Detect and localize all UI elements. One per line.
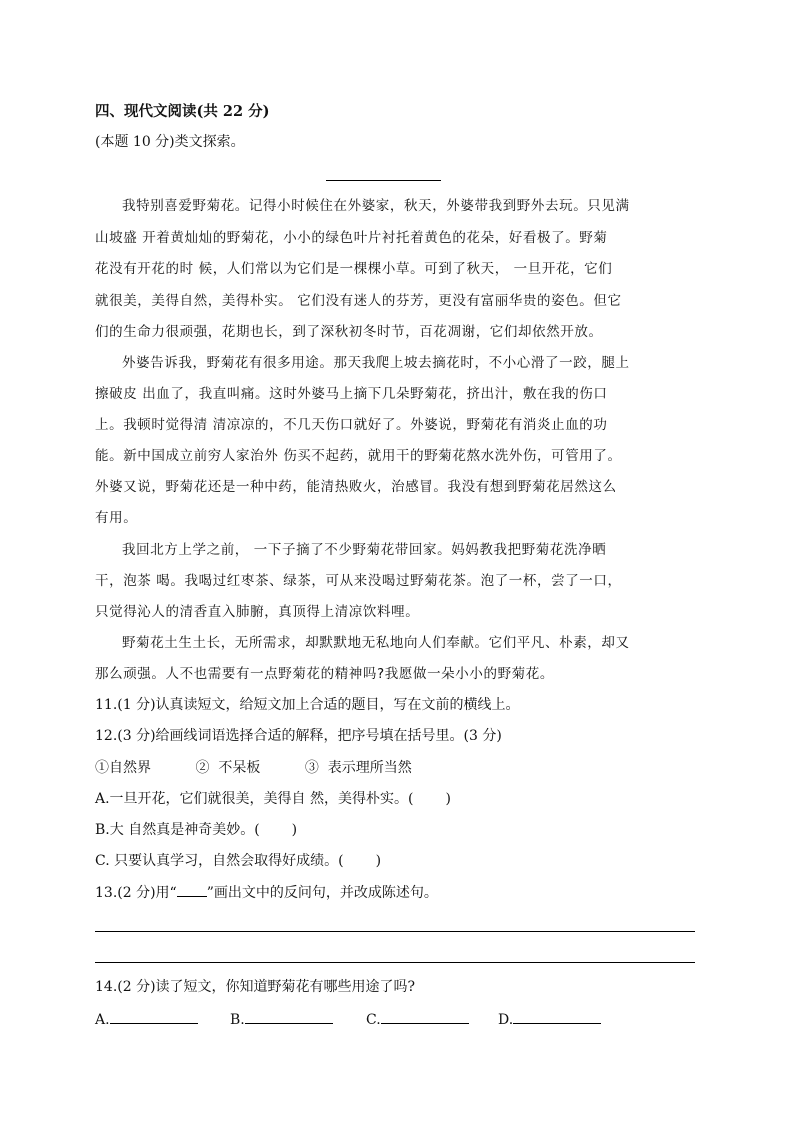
question-12: 12.(3 分)给画线词语选择合适的解释，把序号填在括号里。(3 分) bbox=[95, 728, 502, 744]
q14-option-d bbox=[498, 1009, 601, 1030]
passage-line: 上。我顿时觉得清 清凉凉的，不几天伤口就好了。外婆说，野菊花有消炎止血的功 bbox=[95, 417, 608, 433]
q14-option-label: C. bbox=[366, 1012, 381, 1028]
answer-line[interactable] bbox=[95, 931, 695, 932]
passage-line: 干，泡茶 喝。我喝过红枣茶、绿茶，可从来没喝过野菊花茶。泡了一杯，尝了一口， bbox=[95, 573, 622, 589]
passage-line: 我回北方上学之前， 一下子摘了不少野菊花带回家。妈妈教我把野菊花洗净晒 bbox=[122, 542, 607, 558]
question-12-c-text: C. 只要认真学习，自然会取得好成绩。( bbox=[95, 853, 344, 869]
close-paren: ) bbox=[445, 791, 451, 807]
passage-line: 能。新中国成立前穷人家治外 伤买不起药，就用干的野菊花熬水洗外伤，可管用了。 bbox=[95, 448, 622, 464]
q14-option-label: D. bbox=[498, 1012, 514, 1028]
q14-option-label: A. bbox=[95, 1012, 110, 1028]
question-12-b-text: B.大 自然真是神奇美妙。( bbox=[95, 822, 260, 838]
close-paren: ) bbox=[291, 822, 298, 838]
underline-sample bbox=[177, 883, 207, 897]
q14-option-a bbox=[95, 1009, 198, 1030]
passage-line: 擦破皮 出血了，我直叫痛。这时外婆马上摘下几朵野菊花，挤出汁，敷在我的伤口 bbox=[95, 386, 608, 402]
q14-option-label: B. bbox=[230, 1012, 245, 1028]
passage-line: 有用。 bbox=[95, 510, 138, 526]
question-13 bbox=[95, 883, 438, 903]
section-title: 四、现代文阅读(共 22 分) bbox=[95, 103, 270, 120]
answer-blank[interactable] bbox=[245, 1009, 333, 1024]
q14-option-c bbox=[366, 1009, 469, 1030]
question-13-post: ”画出文中的反问句，并改成陈述句。 bbox=[206, 885, 438, 901]
question-12-a bbox=[95, 789, 451, 809]
answer-blank[interactable] bbox=[513, 1009, 601, 1024]
answer-blank[interactable] bbox=[110, 1009, 198, 1024]
question-13-pre: 13.(2 分)用“ bbox=[95, 885, 177, 901]
question-12-options: ①自然界 ② 不呆板 ③ 表示理所当然 bbox=[95, 760, 412, 776]
question-11: 11.(1 分)认真读短文，给短文加上合适的题目，写在文前的横线上。 bbox=[95, 697, 520, 713]
passage-line: 外婆又说，野菊花还是一种中药，能清热败火，治感冒。我没有想到野菊花居然这么 bbox=[95, 479, 617, 495]
passage-line: 那么顽强。人不也需要有一点野菊花的精神吗?我愿做一朵小小的野菊花。 bbox=[95, 666, 554, 682]
section-intro: (本题 10 分)类文探索。 bbox=[95, 134, 245, 150]
question-14: 14.(2 分)读了短文，你知道野菊花有哪些用途了吗? bbox=[95, 979, 416, 995]
close-paren: ) bbox=[375, 853, 382, 869]
passage-line: 就很美，美得自然，美得朴实。 它们没有迷人的芬芳，更没有富丽华贵的姿色。但它 bbox=[95, 293, 622, 309]
question-12-b bbox=[95, 820, 297, 840]
passage-line: 山坡盛 开着黄灿灿的野菊花，小小的绿色叶片衬托着黄色的花朵，好看极了。野菊 bbox=[95, 230, 608, 246]
passage-line: 们的生命力很顽强，花期也长，到了深秋初冬时节，百花凋谢，它们却依然开放。 bbox=[95, 324, 603, 340]
question-12-c bbox=[95, 851, 381, 871]
question-12-a-text: A.一旦开花，它们就很美，美得自 然，美得朴实。( bbox=[95, 791, 414, 807]
q14-option-b bbox=[230, 1009, 333, 1030]
answer-blank[interactable] bbox=[381, 1009, 469, 1024]
passage-line: 我特别喜爱野菊花。记得小时候住在外婆家，秋天，外婆带我到野外去玩。只见满 bbox=[122, 198, 630, 214]
passage-title-blank bbox=[326, 180, 441, 181]
passage-line: 野菊花土生土长，无所需求，却默默地无私地向人们奉献。它们平凡、朴素，却又 bbox=[122, 635, 630, 651]
passage-line: 外婆告诉我，野菊花有很多用途。那天我爬上坡去摘花时，不小心滑了一跤，腿上 bbox=[122, 355, 630, 371]
passage-line: 花没有开花的时 候，人们常以为它们是一棵棵小草。可到了秋天， 一旦开花，它们 bbox=[95, 261, 613, 277]
answer-line[interactable] bbox=[95, 962, 695, 963]
passage-line: 只觉得沁人的清香直入肺腑，真顶得上清凉饮料哩。 bbox=[95, 604, 420, 620]
